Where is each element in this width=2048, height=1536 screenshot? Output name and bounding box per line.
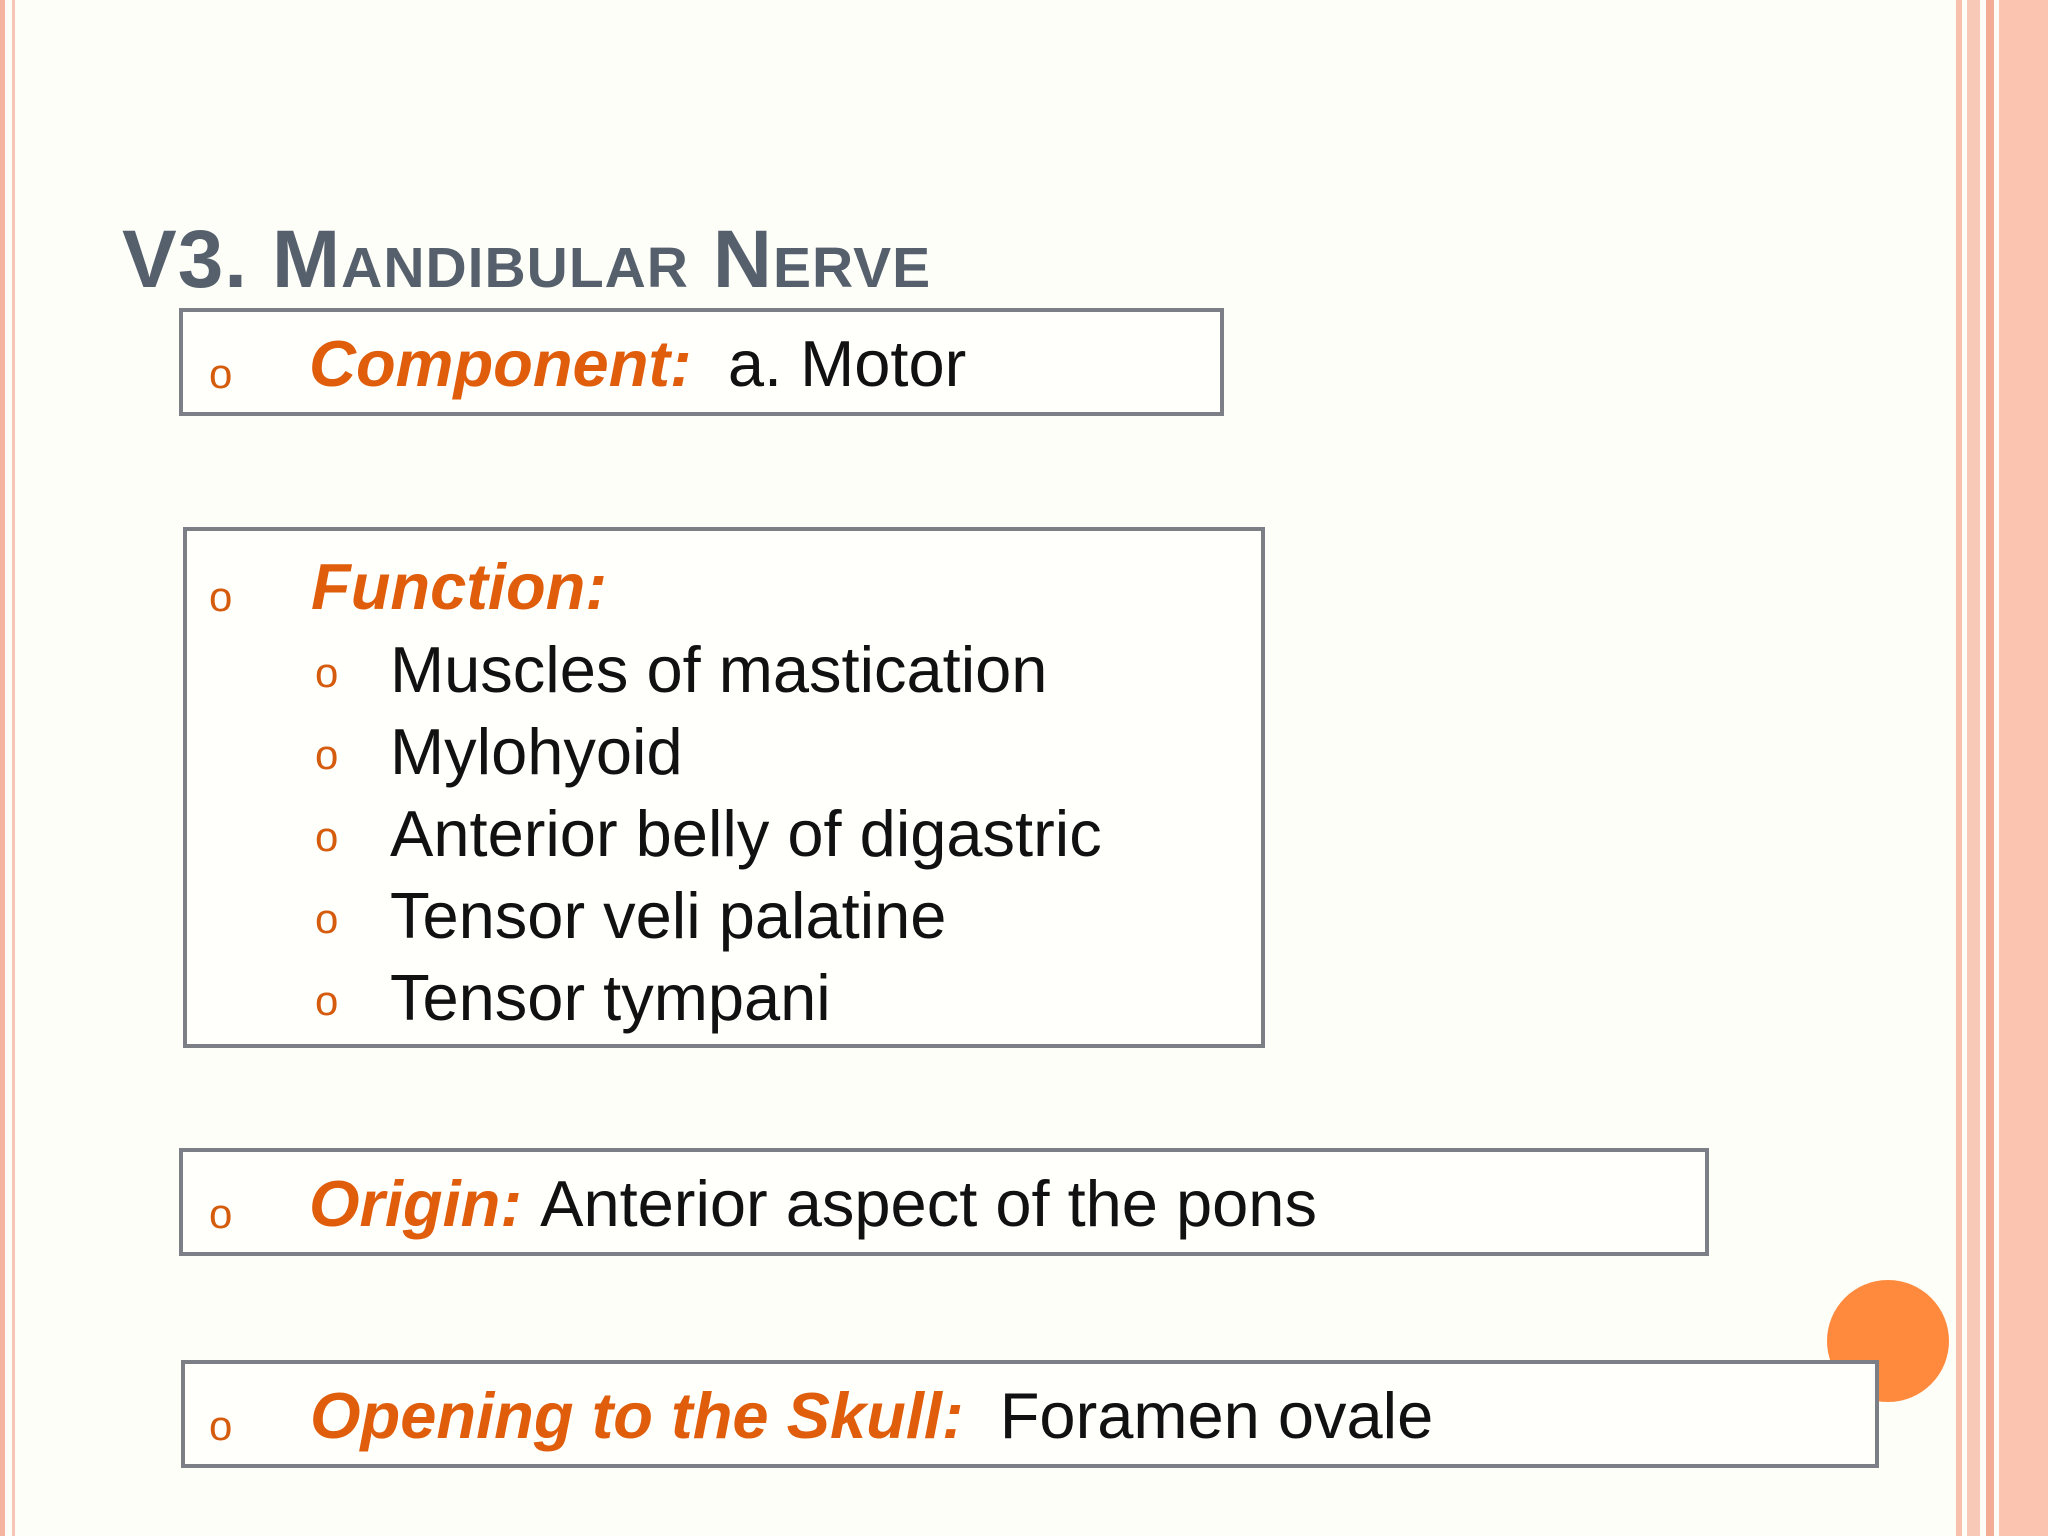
right-border-stripe-4 (1999, 0, 2048, 1536)
left-border-stripe (0, 0, 5, 1536)
component-line (309, 324, 966, 404)
bullet-icon: o (315, 813, 339, 860)
component-box (179, 308, 1224, 416)
component-value: a. Motor (727, 327, 967, 400)
component-label: Component: (309, 327, 692, 400)
bullet-icon: o (315, 977, 339, 1024)
function-line (311, 547, 607, 627)
left-border-stripe-inner (12, 0, 15, 1536)
function-box (183, 527, 1265, 1048)
function-item: Muscles of mastication (390, 633, 1048, 706)
slide-title: V3. Mandibular Nerve (122, 214, 932, 305)
opening-line (310, 1376, 1433, 1456)
origin-line (309, 1164, 1317, 1244)
function-item: Tensor veli palatine (390, 879, 947, 952)
function-label: Function: (311, 550, 608, 623)
bullet-icon: o (315, 895, 339, 942)
bullet-icon: o (209, 350, 233, 397)
bullet-icon: o (315, 649, 339, 696)
origin-value: Anterior aspect of the pons (540, 1167, 1317, 1240)
bullet-icon: o (209, 1190, 233, 1237)
right-border-stripe-1 (1956, 0, 1962, 1536)
function-item: Anterior belly of digastric (390, 797, 1102, 870)
function-item: Tensor tympani (390, 961, 831, 1034)
origin-box (179, 1148, 1709, 1256)
bullet-icon: o (209, 573, 233, 620)
function-item: Mylohyoid (390, 715, 683, 788)
bullet-icon: o (209, 1402, 233, 1449)
bullet-icon: o (315, 731, 339, 778)
opening-value: Foramen ovale (999, 1379, 1434, 1452)
origin-label: Origin: (309, 1167, 523, 1240)
right-border-stripe-3 (1986, 0, 1994, 1536)
opening-box (181, 1360, 1879, 1468)
right-border-stripe-2 (1967, 0, 1980, 1536)
opening-label: Opening to the Skull: (310, 1379, 964, 1452)
